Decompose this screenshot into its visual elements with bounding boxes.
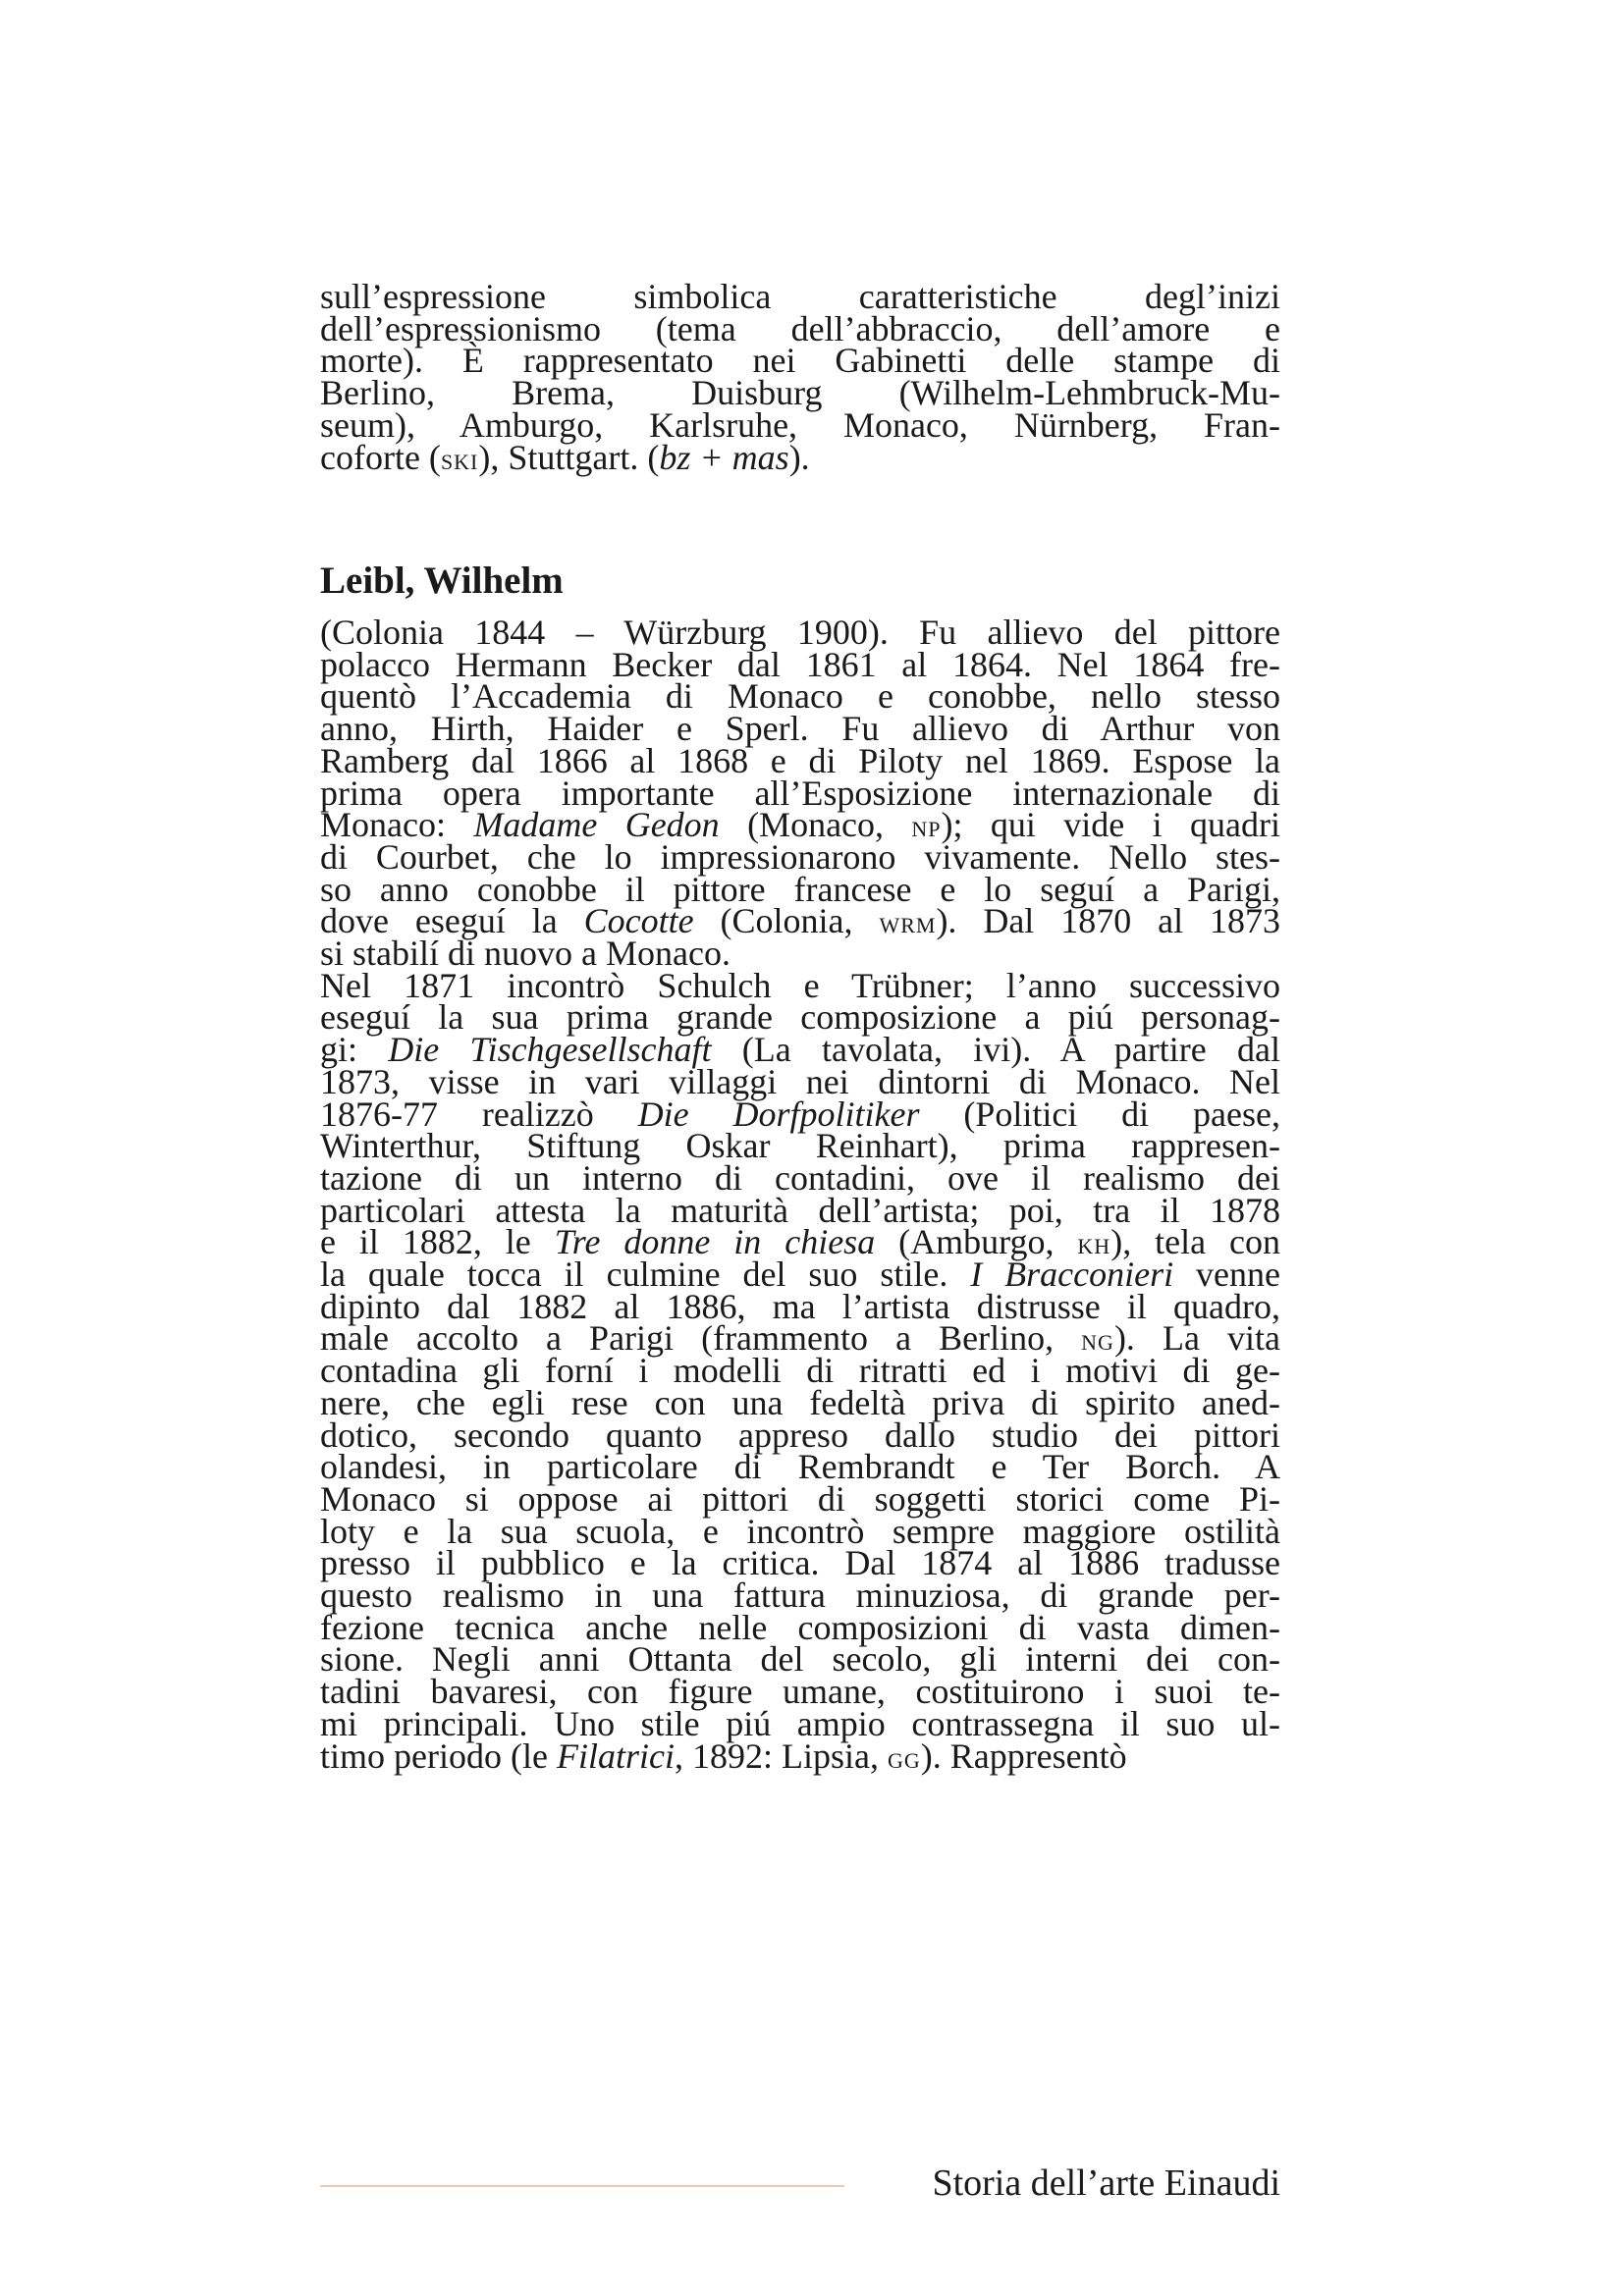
collection-abbreviation: ng [1081,1321,1114,1358]
footer-rule [320,2185,844,2187]
italic-title: Cocotte [583,901,694,941]
text-run: e il 1882, le [320,1222,555,1262]
text-run: male accolto a Parigi (frammento a Berlino, [320,1318,1082,1359]
text-run: , 1892: Lipsia, [674,1735,888,1776]
italic-title: Die Dorfpolitiker [637,1094,920,1134]
text-run: quentò l’Accademia di Monaco e conobbe, nello stesso [320,676,1280,717]
text-run: timo periodo (le [320,1735,557,1776]
text-run: (Amburgo, [875,1222,1078,1262]
text-run: ), Stuttgart. ( [478,437,660,477]
text-run: ). Rappresentò [920,1735,1127,1776]
text-run: olandesi, in particolare di Rembrandt e Ter Borch. A [320,1447,1280,1487]
text-line [320,438,1280,477]
italic-title: bz + mas [659,437,789,477]
text-run: seum), Amburgo, Karlsruhe, Monaco, Nürnberg, Fran- [320,404,1280,445]
text-run: di Courbet, che lo impressionarono vivamente. Nello stes- [320,836,1280,877]
text-line [320,1736,1280,1776]
text-run: si stabilí di nuovo a Monaco. [320,934,730,973]
text-run: venne [1173,1255,1281,1294]
text-run: ). La vita [1113,1318,1280,1359]
text-run: presso il pubblico e la critica. Dal 1874 al 1886 tradusse [320,1543,1280,1583]
text-run: fezione tecnica anche nelle composizioni di vasta dimen- [320,1607,1280,1647]
text-run: sione. Negli anni Ottanta del secolo, gli interni dei con- [320,1639,1280,1680]
text-run: so anno conobbe il pittore francese e lo seguí a Parigi, [320,869,1280,909]
text-run: ), tela con [1110,1222,1281,1262]
text-run: Winterthur, Stiftung Oskar Reinhart), prima rappresen- [320,1126,1280,1166]
text-run: anno, Hirth, Haider e Sperl. Fu allievo di Arthur von [320,709,1280,749]
text-run: ). [788,437,810,477]
text-run: nere, che egli rese con una fedeltà priva di spirito aned- [320,1382,1280,1422]
text-run: tadini bavaresi, con figure umane, costituirono i suoi te- [320,1672,1280,1712]
text-run: (Monaco, [719,805,912,845]
collection-abbreviation: kh [1077,1225,1111,1261]
italic-title: I Bracconieri [970,1255,1174,1294]
text-run: Ramberg dal 1866 al 1868 e di Piloty nel 1869. Espose la [320,740,1280,780]
text-run: questo realismo in una fattura minuziosa, di grande per- [320,1575,1280,1615]
text-run: (Colonia 1844 – Würzburg 1900). Fu allievo del pittore [320,613,1280,652]
text-run: ). Dal 1870 al 1873 [936,901,1281,941]
text-run: prima opera importante all’Esposizione internazionale di [320,773,1280,813]
text-run: dell’espressionismo (tema dell’abbraccio, dell’amore e [320,308,1280,348]
text-run: Monaco: [320,805,474,845]
text-run: gi: [320,1030,389,1070]
text-run: dotico, secondo quanto appreso dallo studio dei pittori [320,1415,1280,1455]
footer-label: Storia dell’arte Einaudi [932,2163,1280,2204]
italic-title: Die Tischgesellschaft [388,1030,712,1070]
collection-abbreviation: gg [887,1738,921,1775]
italic-title: Filatrici [556,1735,675,1776]
entry-title: Leibl, Wilhelm [320,560,564,602]
text-run: eseguí la sua prima grande composizione a piú personag- [320,997,1280,1038]
text-run: Berlino, Brema, Duisburg (Wilhelm-Lehmbruck-Mu- [320,373,1280,413]
text-run: Nel 1871 incontrò Schulch e Trübner; l’anno successivo [320,965,1280,1005]
text-run: 1876-77 realizzò [320,1094,638,1134]
text-run: morte). È rappresentato nei Gabinetti delle stampe di [320,341,1280,381]
text-run: ); qui vide i quadri [941,805,1280,845]
text-run: 1873, visse in vari villaggi nei dintorni di Monaco. Nel [320,1061,1280,1101]
text-run: Monaco si oppose ai pittori di soggetti storici come Pi- [320,1478,1280,1519]
collection-abbreviation: ski [440,440,479,476]
italic-title: Madame Gedon [473,805,720,845]
text-run: sull’espressione simbolica caratteristiche degl’inizi [320,277,1280,316]
collection-abbreviation: wrm [879,904,937,940]
italic-title: Tre donne in chiesa [554,1222,876,1262]
text-run: tazione di un interno di contadini, ove il realismo dei [320,1157,1280,1198]
text-run: coforte ( [320,437,441,477]
text-run: mi principali. Uno stile piú ampio contrassegna il suo ul- [320,1703,1280,1743]
text-run: contadina gli forní i modelli di ritratti ed i motivi di ge- [320,1351,1280,1391]
text-run: (Politici di paese, [919,1094,1280,1134]
text-run: loty e la sua scuola, e incontrò sempre maggiore ostilità [320,1511,1280,1551]
text-run: (Colonia, [693,901,880,941]
text-run: particolari attesta la maturità dell’artista; poi, tra il 1878 [320,1190,1280,1230]
collection-abbreviation: np [911,808,942,844]
text-run: polacco Hermann Becker dal 1861 al 1864. Nel 1864 fre- [320,644,1280,684]
text-run: dove eseguí la [320,901,584,941]
text-run: dipinto dal 1882 al 1886, ma l’artista distrusse il quadro, [320,1286,1280,1326]
text-run: (La tavolata, ivi). A partire dal [711,1030,1280,1070]
text-run: la quale tocca il culmine del suo stile. [320,1255,971,1294]
